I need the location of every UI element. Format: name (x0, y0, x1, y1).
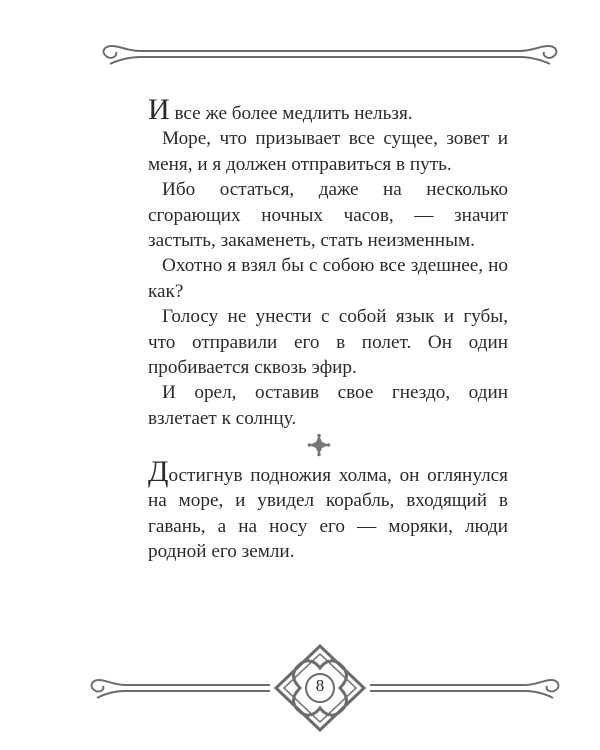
paragraph-1: И все же более медлить нельзя. (148, 93, 413, 126)
paragraph-3: Ибо остаться, даже на несколько сгорающих ночных часов, — значит застыть, закаменеть, стать неизменным. (148, 179, 508, 252)
paragraph-4: Охотно я взял бы с собою все здешнее, но как? (148, 255, 508, 302)
paragraph-7: Достигнув подножия холма, он оглянулся на море, и увидел корабль, входящий в гавань, а на носу его — моряки, люди родной его земли. (148, 455, 508, 563)
drop-cap-letter-2: Д (148, 455, 169, 488)
paragraph-6: И орел, оставив свое гнездо, один взлетает к солнцу. (148, 382, 508, 429)
drop-cap-letter: И (148, 93, 170, 126)
top-decorative-border (0, 0, 600, 90)
diamond-ornament-icon (307, 433, 331, 457)
main-passage (148, 93, 508, 431)
paragraph-2: Море, что призывает все сущее, зовет и меня, и я должен отправиться в путь. (148, 128, 508, 175)
paragraph-5: Голосу не унести с собой язык и губы, что отправили его в полет. Он один пробивается сквозь эфир. (148, 306, 508, 379)
page-number: 8 (315, 676, 325, 695)
second-passage (148, 455, 508, 565)
